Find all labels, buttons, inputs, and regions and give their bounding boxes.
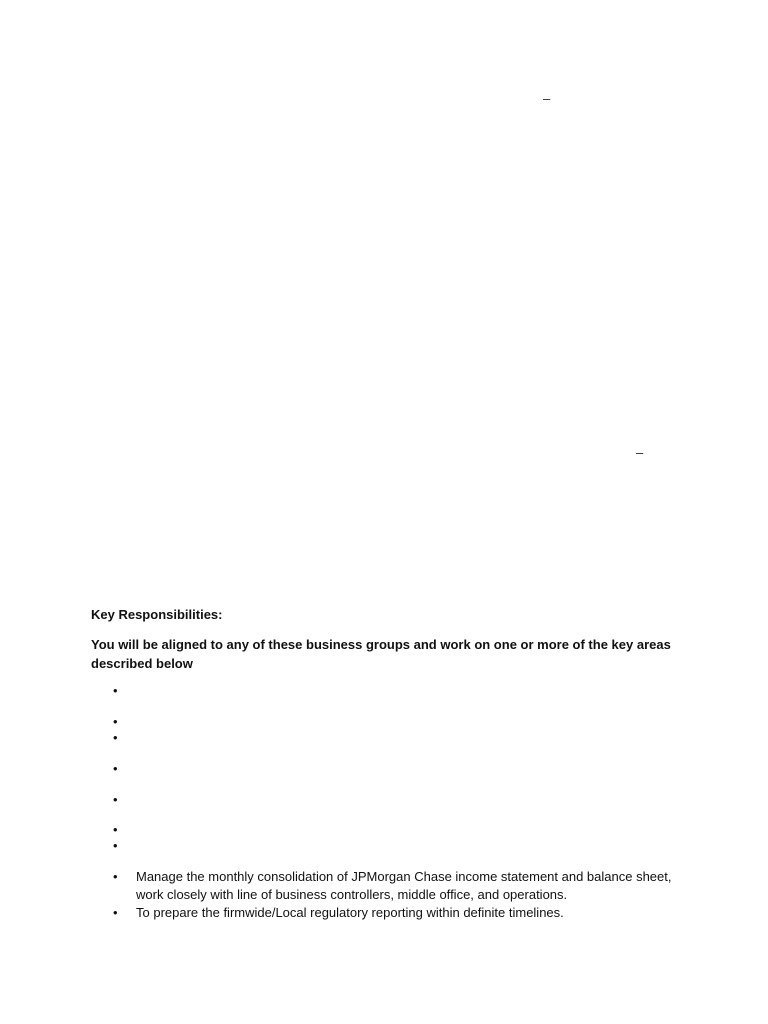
dash-mark: – [636, 445, 644, 460]
bullet-point: • [113, 869, 118, 884]
bullet-point: • [113, 683, 118, 698]
bullet-point: • [113, 792, 118, 807]
bullet-point: • [113, 730, 118, 745]
intro-paragraph: You will be aligned to any of these business groups and work on one or more of the key areas described below [91, 637, 671, 671]
dash-mark: – [543, 91, 551, 106]
bullet-point: • [113, 838, 118, 853]
section-heading: Key Responsibilities: [91, 607, 223, 622]
bullet-text-regulatory: To prepare the firmwide/Local regulatory reporting within definite timelines. [136, 905, 564, 920]
bullet-point: • [113, 761, 118, 776]
bullet-text-consolidation: Manage the monthly consolidation of JPMorgan Chase income statement and balance sheet, work closely with line of business controllers, middle office, and operations. [136, 869, 672, 902]
bullet-point: • [113, 714, 118, 729]
bullet-point: • [113, 905, 118, 920]
bullet-point: • [113, 822, 118, 837]
